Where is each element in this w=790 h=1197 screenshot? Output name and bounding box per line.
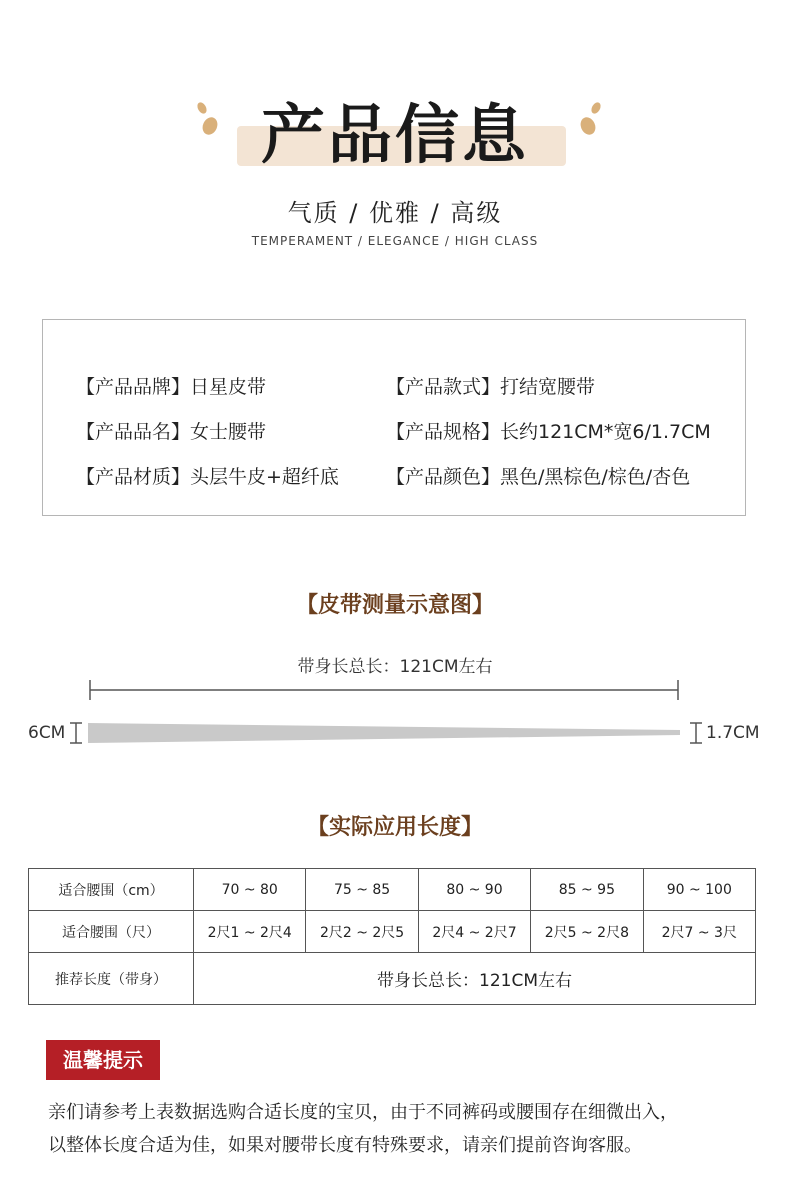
table-row <box>29 953 756 1005</box>
info-material: 【产品材质】头层牛皮+超纤底 <box>76 466 339 488</box>
info-style: 【产品款式】打结宽腰带 <box>386 376 596 398</box>
table-cell: 2尺2 ~ 2尺5 <box>306 911 418 953</box>
diagram-total-label: 带身长总长：121CM左右 <box>297 657 493 677</box>
table-cell: 2尺5 ~ 2尺8 <box>531 911 643 953</box>
left-width-label: 6CM <box>28 723 66 743</box>
subtitle-cn: 气质 / 优雅 / 高级 <box>287 199 503 227</box>
tips-badge: 温馨提示 <box>46 1040 160 1080</box>
tips-line-2: 以整体长度合适为佳，如果对腰带长度有特殊要求，请亲们提前咨询客服。 <box>48 1135 642 1156</box>
table-row <box>29 911 756 953</box>
table-row <box>29 869 756 911</box>
right-width-label: 1.7CM <box>706 723 760 743</box>
page-title: 产品信息 <box>261 99 529 173</box>
table-cell: 80 ~ 90 <box>418 869 530 911</box>
table-cell: 90 ~ 100 <box>643 869 755 911</box>
info-name: 【产品品名】女士腰带 <box>76 421 267 443</box>
tips-line-1: 亲们请参考上表数据选购合适长度的宝贝，由于不同裤码或腰围存在细微出入， <box>48 1102 678 1123</box>
info-spec: 【产品规格】长约121CM*宽6/1.7CM <box>386 421 711 443</box>
table-cell: 75 ~ 85 <box>306 869 418 911</box>
table-cell: 2尺1 ~ 2尺4 <box>194 911 306 953</box>
info-color: 【产品颜色】黑色/黑棕色/棕色/杏色 <box>386 466 691 488</box>
table-cell: 带身长总长：121CM左右 <box>194 953 756 1005</box>
table-cell: 85 ~ 95 <box>531 869 643 911</box>
table-cell: 2尺7 ~ 3尺 <box>643 911 755 953</box>
subtitle-en: TEMPERAMENT / ELEGANCE / HIGH CLASS <box>251 234 539 248</box>
info-brand: 【产品品牌】日星皮带 <box>76 376 267 398</box>
size-table <box>28 868 756 1005</box>
diagram-title: 【皮带测量示意图】 <box>295 593 494 618</box>
size-table-title: 【实际应用长度】 <box>306 815 483 840</box>
row-header: 适合腰围（尺） <box>29 911 194 953</box>
belt-shape <box>88 723 680 743</box>
belt-diagram <box>0 676 790 756</box>
row-header: 推荐长度（带身） <box>29 953 194 1005</box>
table-cell: 2尺4 ~ 2尺7 <box>418 911 530 953</box>
table-cell: 70 ~ 80 <box>194 869 306 911</box>
row-header: 适合腰围（cm） <box>29 869 194 911</box>
